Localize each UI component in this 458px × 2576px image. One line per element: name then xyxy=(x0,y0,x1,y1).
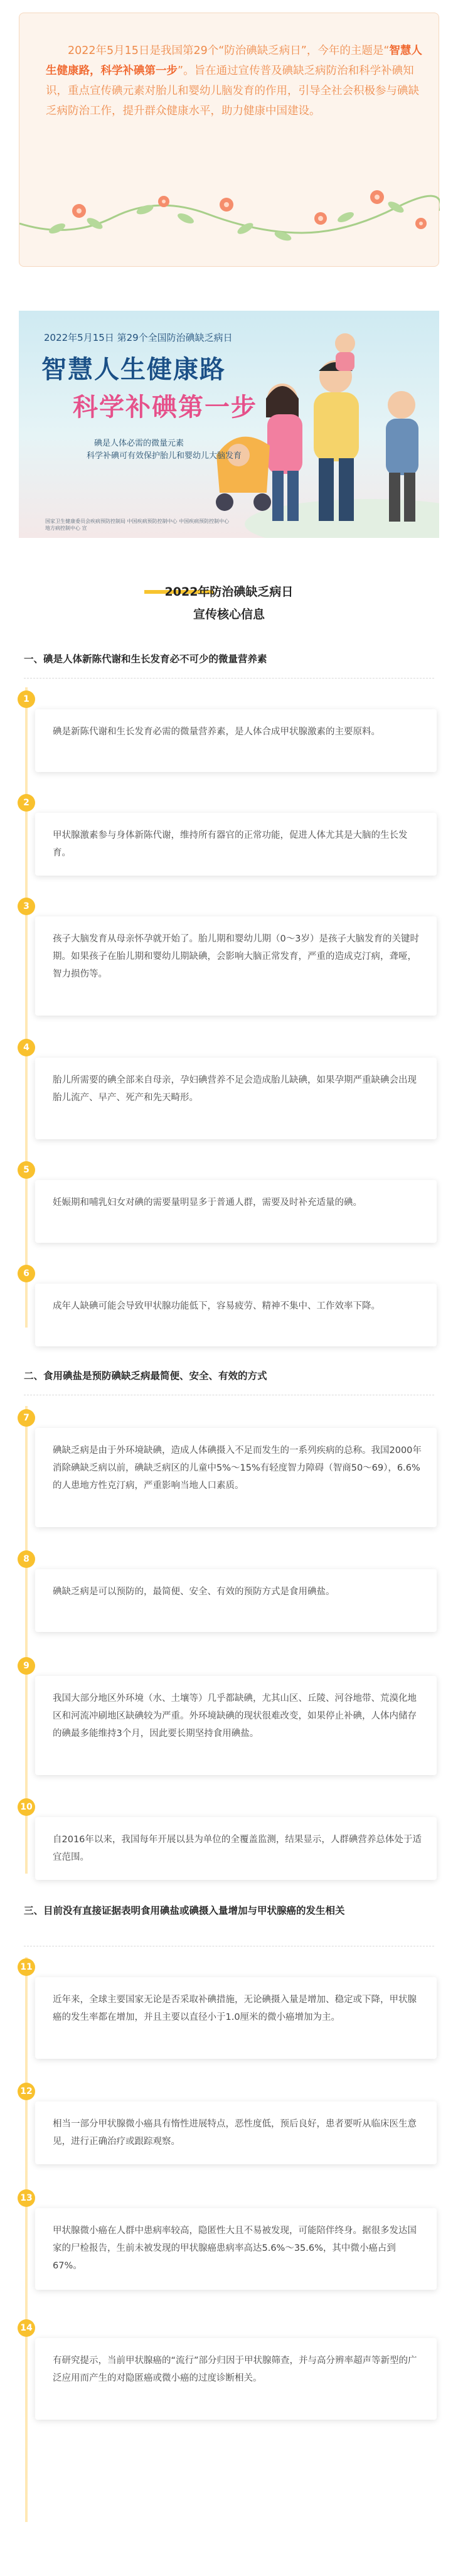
item-number-badge: 6 xyxy=(18,1265,35,1282)
item-card: 胎儿所需要的碘全部来自母亲，孕妇碘营养不足会造成胎儿缺碘，如果孕期严重缺碘会出现胎儿流产、早产、死产和先天畸形。 xyxy=(35,1058,437,1139)
intro-text-part2: ”。旨在通过宣传普及碘缺乏病防治和科学补碘知识，重点宣传碘元素对胎儿和婴幼儿脑发育的作用，引导全社会积极参与碘缺乏病防治工作，提升群众健康水平，助力健康中国建设。 xyxy=(46,65,419,117)
item-card: 近年来，全球主要国家无论是否采取补碘措施，无论碘摄入量是增加、稳定或下降，甲状腺癌的发生率都在增加，并且主要以直径小于1.0厘米的微小癌增加为主。 xyxy=(35,1977,437,2059)
section-3-title: 三、目前没有直接证据表明食用碘盐或碘摄入量增加与甲状腺癌的发生相关 xyxy=(24,1905,345,1916)
poster-date-line: 2022年5月15日 第29个全国防治碘缺乏病日 xyxy=(44,332,233,343)
section-1-title: 一、碘是人体新陈代谢和生长发育必不可少的微量营养素 xyxy=(24,653,267,665)
item-number-badge: 5 xyxy=(18,1161,35,1179)
timeline-line xyxy=(25,1957,28,2522)
poster-title-line1: 智慧人生健康路 xyxy=(41,355,226,384)
item-number-badge: 13 xyxy=(18,2189,35,2207)
item-number-badge: 3 xyxy=(18,898,35,915)
item-card: 甲状腺微小癌在人群中患病率较高，隐匿性大且不易被发现，可能陪伴终身。据很多发达国家的尸检报告，生前未被发现的甲状腺癌患病率高达5.6%～35.6%，其中微小癌占到67%。 xyxy=(35,2208,437,2290)
item-number-badge: 1 xyxy=(18,690,35,708)
item-card: 有研究提示，当前甲状腺癌的“流行”部分归因于甲状腺筛查，并与高分辨率超声等新型的广泛应用而产生的对隐匿癌或微小癌的过度诊断相关。 xyxy=(35,2338,437,2420)
heading-title: 2022年防治碘缺乏病日 xyxy=(164,585,294,599)
item-number-badge: 2 xyxy=(18,794,35,812)
poster-footer: 国家卫生健康委员会疾病预防控制局 中国疾病预防控制中心 中国疾病预防控制中心地方病控制中心 宣 xyxy=(45,518,230,531)
heading-subtitle: 宣传核心信息 xyxy=(193,608,265,621)
item-card: 甲状腺激素参与身体新陈代谢，维持所有器官的正常功能，促进人体尤其是大脑的生长发育。 xyxy=(35,813,437,876)
item-card: 妊娠期和哺乳妇女对碘的需要量明显多于普通人群，需要及时补充适量的碘。 xyxy=(35,1180,437,1243)
section-divider xyxy=(24,678,434,679)
flower-vine-decoration xyxy=(19,180,440,267)
poster-subtitle-1: 碘是人体必需的微量元素 xyxy=(94,439,184,448)
section-2-title: 二、食用碘盐是预防碘缺乏病最简便、安全、有效的方式 xyxy=(24,1370,267,1382)
item-number-badge: 10 xyxy=(18,1798,35,1816)
poster-title-line2: 科学补碘第一步 xyxy=(73,393,257,422)
item-card: 相当一部分甲状腺微小癌具有惰性进展特点，恶性度低，预后良好，患者要听从临床医生意见，进行正确治疗或跟踪观察。 xyxy=(35,2101,437,2164)
intro-text-part1: 2022年5月15日是我国第29个“防治碘缺乏病日”，今年的主题是“ xyxy=(68,45,390,57)
intro-theme-highlight: 智慧人生健康路，科学补碘第一步 xyxy=(46,45,422,77)
intro-card xyxy=(19,13,439,267)
intro-paragraph xyxy=(46,41,422,121)
item-card: 碘缺乏病是可以预防的，最简便、安全、有效的预防方式是食用碘盐。 xyxy=(35,1569,437,1632)
item-number-badge: 4 xyxy=(18,1039,35,1056)
item-card: 我国大部分地区外环境（水、土壤等）几乎都缺碘，尤其山区、丘陵、河谷地带、荒漠化地区和河流冲刷地区缺碘较为严重。外环境缺碘的现状很难改变，如果停止补碘，人体内储存的碘最多能维持3个月，因此要长期坚持食用碘盐。 xyxy=(35,1676,437,1775)
item-number-badge: 12 xyxy=(18,2083,35,2100)
item-number-badge: 8 xyxy=(18,1550,35,1568)
item-number-badge: 14 xyxy=(18,2319,35,2337)
item-number-badge: 9 xyxy=(18,1657,35,1675)
poster-illustration xyxy=(19,311,439,538)
timeline-line xyxy=(25,687,28,1328)
item-number-badge: 11 xyxy=(18,1958,35,1976)
campaign-poster xyxy=(19,311,439,538)
item-card: 碘是新陈代谢和生长发育必需的微量营养素，是人体合成甲状腺激素的主要原料。 xyxy=(35,709,437,772)
item-card: 碘缺乏病是由于外环境缺碘，造成人体碘摄入不足而发生的一系列疾病的总称。我国2000年消除碘缺乏病以前，碘缺乏病区的儿童中5%～15%有轻度智力障碍（智商50～69），6.6%的人患地方性克汀病，严重影响当地人口素质。 xyxy=(35,1428,437,1527)
item-number-badge: 7 xyxy=(18,1409,35,1427)
poster-subtitle-2: 科学补碘可有效保护胎儿和婴幼儿大脑发育 xyxy=(87,451,242,461)
item-card: 孩子大脑发育从母亲怀孕就开始了。胎儿期和婴幼儿期（0～3岁）是孩子大脑发育的关键时期。如果孩子在胎儿期和婴幼儿期缺碘，会影响大脑正常发育，严重的造成克汀病，聋哑，智力损伤等。 xyxy=(35,916,437,1016)
item-card: 成年人缺碘可能会导致甲状腺功能低下，容易疲劳、精神不集中、工作效率下降。 xyxy=(35,1284,437,1346)
item-card: 自2016年以来，我国每年开展以县为单位的全覆盖监测，结果显示，人群碘营养总体处于适宜范围。 xyxy=(35,1817,437,1880)
